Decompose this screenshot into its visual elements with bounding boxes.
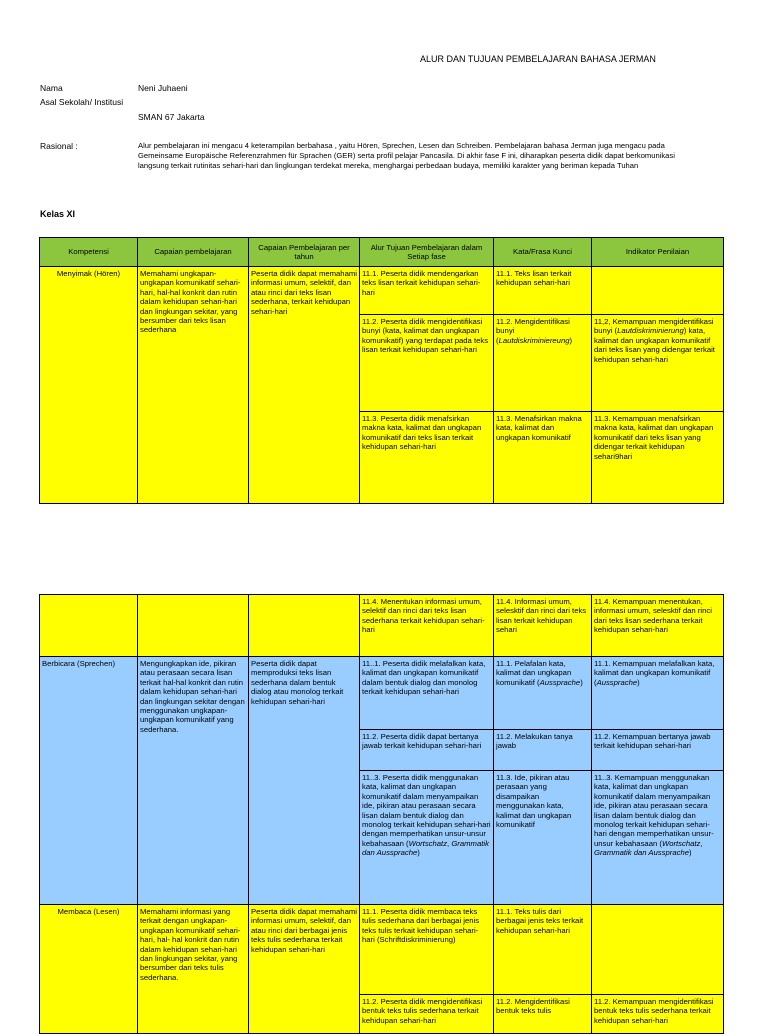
nama-label: Nama (40, 83, 63, 93)
berbicara-atp-3: 11..3. Peserta didik menggunakan kata, kalimat dan ungkapan komunikatif dalam menyampaikan ide, pikiran atau perasaan secara lisan dalam bentuk dialog dan monolog terkait kehidupan sehari-hari dengan memperhatikan unsur-unsur kebahasaan (Wortschatz, Grammatik dan Aussprache) (359, 770, 494, 905)
membaca-atp-1: 11.1. Peserta didik membaca teks tulis sederhana dari berbagai jenis teks tulis terkait kehidupan sehari-hari (Schriftdiskriminierung) (359, 904, 494, 995)
header-atp: Alur Tujuan Pembelajaran dalam Setiap fase (359, 237, 494, 267)
membaca-kompetensi: Membaca (Lesen) (39, 904, 138, 1034)
menyimak-atp-2: 11.2. Peserta didik mengidentifikasi bunyi (kata, kalimat dan ungkapan komunikatif) yang terdapat pada teks lisan terkait kehidupan sehari-hari (359, 314, 494, 412)
header-kata-kunci: Kata/Frasa Kunci (493, 237, 592, 267)
rasional-line: Gemeinsame Europäische Referenzrahmen für Sprachen (GER) serta profil pelajar Pancasila. Di akhir fase F ini, diharapkan peserta didik dapat berkomunikasi (138, 151, 675, 160)
membaca-atp-2: 11.2. Peserta didik mengidentifikasi bentuk teks tulis sederhana terkait kehidupan sehari-hari (359, 994, 494, 1034)
menyimak-indikator-3: 11.3. Kemampuan menafsirkan makna kata, kalimat dan ungkapan komunikatif dari teks lisan yang didengar terkait kehidupan sehari9hari (591, 411, 724, 504)
menyimak-indikator-4: 11.4. Kemampuan menentukan, informasi umum, selesktif dan rinci dari teks lisan sederhana terkait kehidupan sehari-hari (591, 594, 724, 657)
menyimak-kata-1: 11.1. Teks lisan terkait kehidupan sehari-hari (493, 266, 592, 315)
menyimak-atp-1: 11.1. Peserta didik mendengarkan teks lisan terkait kehidupan sehari-hari (359, 266, 494, 315)
berbicara-kata-1: 11.1. Pelafalan kata, kalimat dan ungkapan komunikatif (Aussprache) (493, 656, 592, 730)
menyimak-atp-3: 11.3. Peserta didik menafsirkan makna kata, kalimat dan ungkapan komunikatif dari teks lisan terkait kehidupan sehari-hari (359, 411, 494, 504)
menyimak-capaian-cont (137, 594, 249, 657)
membaca-indikator-2: 11.2. Kemampuan mengidentifikasi bentuk teks tulis sederhana terkait kehidupan sehari-hari (591, 994, 724, 1034)
sekolah-label: Asal Sekolah/ Institusi (40, 97, 124, 107)
berbicara-kata-3: 11.3. Ide, pikiran atau perasaan yang disampaikan menggunakan kata, kalimat dan ungkapan komunikatif (493, 770, 592, 905)
berbicara-atp-2: 11.2. Peserta didik dapat bertanya jawab terkait kehidupan sehari-hari (359, 729, 494, 771)
kelas-heading: Kelas XI (40, 209, 76, 219)
berbicara-capaian-tahun: Peserta didik dapat memproduksi teks lisan sederhana dalam bentuk dialog atau monolog terkait kehidupan sehari-hari (248, 656, 360, 905)
berbicara-kata-2: 11.2. Melakukan tanya jawab (493, 729, 592, 771)
rasional-text (138, 141, 768, 171)
menyimak-kata-4: 11.4. Informasi umum, selesktif dan rinci dari teks lisan terkait kehidupan sehari (493, 594, 592, 657)
berbicara-atp-1: 11..1. Peserta didik melafalkan kata, kalimat dan ungkapan komunikatif dalam bentuk dialog dan monolog terkait kehidupan sehari-hari (359, 656, 494, 730)
menyimak-indikator-2: 11,2, Kemampuan mengidentifikasi bunyi (Lautdiskriminierung) kata, kalimat dan ungkapan komunikatif dari teks lisan yang didengar terkait kehidupan sehari-hari (591, 314, 724, 412)
berbicara-capaian: Mengungkapkan ide, pikiran atau perasaan secara lisan terkait hal-hal konkrit dan rutin dalam kehidupan sehari-hari dan lingkungan sekitar dengan menggunakan ungkapan-ungkapan komunikatif yang sederhana. (137, 656, 249, 905)
menyimak-kata-2: 11.2. Mengidentifikasi bunyi (Lautdiskriminiereung) (493, 314, 592, 412)
menyimak-kata-3: 11.3. Menafsirkan makna kata, kalimat dan ungkapan komunikatif (493, 411, 592, 504)
rasional-label: Rasional : (40, 141, 78, 151)
menyimak-capaian-tahun: Peserta didik dapat memahami informasi umum, selektif, dan atau rinci dari teks lisan sederhana, terkait kehidupan sehari-hari (248, 266, 360, 504)
berbicara-kompetensi: Berbicara (Sprechen) (39, 656, 138, 905)
rasional-line: langsung terkait rutinitas sehari-hari dan lingkungan terdekat mereka, menghargai perbedaan budaya, memiliki karakter yang beriman kepada Tuhan (138, 161, 639, 170)
header-kompetensi: Kompetensi (39, 237, 138, 267)
sekolah-value: SMAN 67 Jakarta (138, 112, 205, 122)
membaca-capaian: Memahami informasi yang terkait dengan ungkapan-ungkapan komunikatif sehari-hari, hal- hal konkrit dan rutin dalam kehidupan sehari-hari dan lingkungan sekitar, yang bersumber dari teks tulis sederhana. (137, 904, 249, 1034)
menyimak-kompetensi: Menyimak (Hören) (39, 266, 138, 504)
berbicara-indikator-1: 11.1. Kemampuan melafalkan kata, kalimat dan ungkapan komunikatif (Aussprache) (591, 656, 724, 730)
berbicara-indikator-2: 11.2. Kemampuan bertanya jawab terkait kehidupan sehari-hari (591, 729, 724, 771)
header-indikator: Indikator Penilaian (591, 237, 724, 267)
nama-value: Neni Juhaeni (138, 83, 188, 93)
menyimak-capaian: Memahami ungkapan-ungkapan komunikatif sehari-hari, hal-hal konkrit dan rutin dalam kehidupan sehari-hari dan lingkungan sekitar, yang bersumber dari teks lisan sederhana (137, 266, 249, 504)
rasional-line: Alur pembelajaran ini mengacu 4 keterampilan berbahasa , yaitu Hören, Sprechen, Lesen dan Schreiben. Pembelajaran bahasa Jerman juga mengacu pada (138, 141, 665, 150)
menyimak-capaian-tahun-cont (248, 594, 360, 657)
header-capaian: Capaian pembelajaran (137, 237, 249, 267)
membaca-capaian-tahun: Peserta didik dapat memahami informasi umum, selektif, dan atau rinci dari berbagai jenis teks tulis sederhana terkait kehidupan sehari-hari (248, 904, 360, 1034)
membaca-kata-2: 11.2. Mengidentifikasi bentuk teks tulis (493, 994, 592, 1034)
menyimak-indikator-1 (591, 266, 724, 315)
header-capaian-tahun: Capaian Pembelajaran per tahun (248, 237, 360, 267)
berbicara-indikator-3: 11..3. Kemampuan menggunakan kata, kalimat dan ungkapan komunikatif dalam menyampaikan ide, pikiran atau perasaan secara lisan dalam bentuk dialog dan monolog terkait kehidupan sehari-hari dengan memperhatikan unsur-unsur kebahasaan (Wortschatz, Grammatik dan Aussprache) (591, 770, 724, 905)
menyimak-kompetensi-cont (39, 594, 138, 657)
menyimak-atp-4: 11.4. Menentukan informasi umum, selektif dan rinci dari teks lisan sederhana terkait kehidupan sehari-hari (359, 594, 494, 657)
document-title: ALUR DAN TUJUAN PEMBELAJARAN BAHASA JERMAN (420, 54, 656, 64)
membaca-indikator-1 (591, 904, 724, 995)
membaca-kata-1: 11.1. Teks tulis dari berbagai jenis teks terkait kehidupan sehari-hari (493, 904, 592, 995)
